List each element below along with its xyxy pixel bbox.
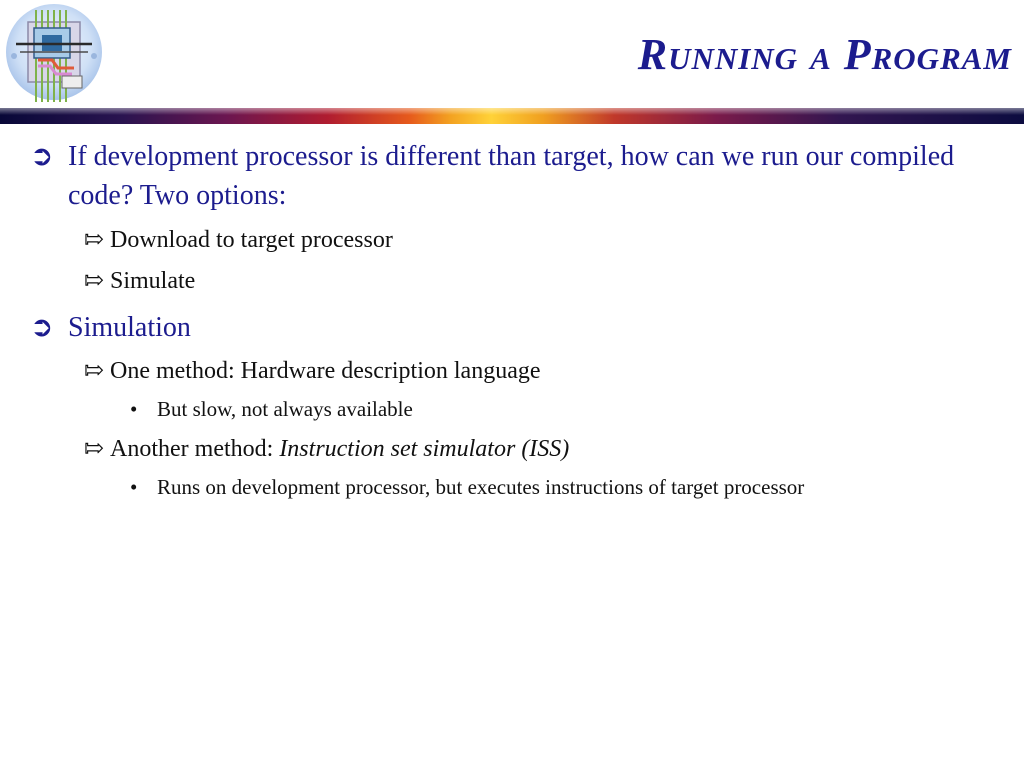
bullet-text: Download to target processor: [110, 227, 393, 253]
hollow-arrow-bullet-icon: ⇰: [84, 436, 105, 462]
dot-bullet-icon: •: [130, 397, 138, 421]
hollow-arrow-bullet-icon: ⇰: [84, 227, 105, 253]
arrow-bullet-icon: ➲: [30, 141, 54, 172]
chip-board-logo-icon: [2, 2, 106, 106]
dot-bullet-icon: •: [130, 475, 138, 499]
bullet-text-prefix: Another method:: [110, 436, 280, 462]
header-divider: [0, 108, 1024, 124]
bullet-level2: [84, 356, 541, 386]
bullet-text: If development processor is different than target, how can we run our compiled code? Two options:: [68, 141, 955, 211]
hollow-arrow-bullet-icon: ⇰: [84, 268, 105, 294]
slide-title: Running a Program: [637, 30, 1012, 79]
bullet-text: Runs on development processor, but executes instructions of target processor: [157, 475, 805, 499]
bullet-level3: [130, 396, 413, 422]
bullet-level1: [30, 308, 1016, 347]
bullet-level2: [84, 266, 195, 296]
bullet-text: Simulation: [68, 312, 191, 343]
bullet-text: One method: Hardware description language: [110, 358, 541, 384]
hollow-arrow-bullet-icon: ⇰: [84, 358, 105, 384]
bullet-level2: [84, 434, 569, 464]
bullet-level1: [30, 137, 1016, 215]
arrow-bullet-icon: ➲: [30, 312, 54, 343]
bullet-text: Simulate: [110, 268, 196, 294]
bullet-text-italic: Instruction set simulator (ISS): [279, 436, 570, 462]
bullet-level3: [130, 474, 804, 500]
bullet-level2: [84, 225, 393, 255]
bullet-text: But slow, not always available: [157, 397, 413, 421]
